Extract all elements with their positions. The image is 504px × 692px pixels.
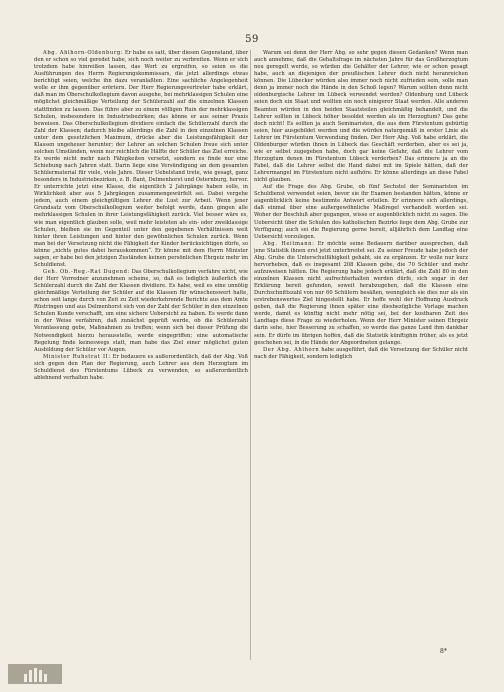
speaker-name: Minister Ruhstrat II:	[43, 353, 111, 360]
speaker-name: Geh. Ob.-Reg.-Rat Dugend:	[43, 268, 130, 275]
page-number: 59	[245, 34, 259, 45]
logo-bar	[24, 674, 27, 682]
logo-bar	[34, 668, 37, 682]
paragraph-text: Er habe es satt, über diesen Gegenstand, über den er schon so viel geredet habe, sich noch weiter zu verbreiten. Wenn er sich trotzdem habe hinreißen lassen, das Wort zu ergreifen, so seien es die Ausführungen des Herrn Regierungskommissars, die jetzt allerdings etwas berichtigt seien, welche ihn dazu veranlaßten. Eine sachliche Angelegenheit wolle er ihm gegenüber erörtern. Der Herr Regierungsvertreter habe erklärt, daß man im Oberschulkollegium davon ausgehe, bei mehrklassigen Schulen eine möglichst gleichmäßige Verteilung der Schülerzahl auf die einzelnen Klassen stattfinden zu lassen. Das führe aber zu einem völligen Ruin der mehrklassigen Schulen, insbesondere in Industriebezirken; das könne er aus seiner Praxis beweisen. Das Oberschulkollegium dividiere einfach die Schülerzahl durch die Zahl der Klassen; dadurch bleibe allerdings die Zahl in den einzelnen Klassen unter dem gesetzlichen Maximum, drücke aber die Leistungsfähigkeit der Klassen ungeheuer herunter; der Lehrer an solchen Schulen freue sich unter solchen Umständen, wenn nur reichlich die Hälfte der Schüler das Ziel erreiche. Es werde nicht mehr nach Fähigkeiten versetzt, sondern es finde nur eine Schiebung nach Jahren statt. Darin liege eine Versündigung an dem gesamten Schülermaterial für viele, viele Jahre. Dieser Uebelstand trete, wie gesagt, ganz besonders in Industriebezirken, z. B. Bant, Delmenhorst und Osternburg, hervor. Er unterrichte jetzt eine Klasse, die eigentlich 2 Jahrgänge haben solle, in Wirklichkeit aber aus 5 Jahrgängen zusammengewürfelt sei. Dabei vergehe jedem, auch einem gleichgültigen Lehrer die Lust zur Arbeit. Wenn jener Grundsatz vom Oberschulkollegium weiter befolgt werde, dann gingen alle mehrklassigen Schulen in ihrer Leistungsfähigkeit zurück. Viel besser wäre es, wie man eigentlich glauben solle, weil mehr leisteten als ein- oder zweiklassige Schulen, bleiben sie im Gegenteil unter den gegebenen Verhältnissen weit hinter ihren Leistungen und hinter den gewöhnlichen Schulen zurück. Wenn man bei der Versetzung nicht die Fähigkeit der Kinder berücksichtigen dürfe, so könne „nichts gutes dabei herauskommen“. Er könne mit dem Herrn Minister sagen, er habe bei den jetzigen Zuständen keinen persönlichen Ehrgeiz mehr im Schuldienst.	[34, 50, 248, 268]
signature-mark: 8*	[440, 648, 447, 655]
paragraph-text: Warum sei denn der Herr Abg. so sehr gegen diesen Gedanken? Wenn man auch annehme, daß die Gehaltsfrage im nächsten Jahre für das Großherzogtum neu geregelt werde, so würden die Gehälter der Lehrer, wie er schon gesagt habe, auch an diejenigen der preußischen Lehrer doch nicht heranreichen können. Die Lübecker würden also immer noch nicht zufrieden sein, solle man denn ja immer noch die Hände in den Schoß legen? Warum sollten denn nicht oldenburgische Lehrer im Lübeck verwendet werden? Oldenburg und Lübeck seien doch ein Staat und wollten ein noch einigerer Staat werden. Alle anderen Beamten würden in den beiden Staatsteilen gleichmäßig behandelt, und die Lehrer sollten in Lübeck höher besoldet werden als im Herzogtum? Das gehe doch nicht! Es sollten ja auch Seminaristen, die aus dem Fürstentum gebürtig seien, hier ausgebildet werden und die würden naturgemäß in erster Linie als Lehrer im Fürstentum Verwendung finden. Der Herr Abg. Voß habe erklärt, die Oldenburger würden ihnen in Lübeck das Geschäft verderben, aber es sei ja, wie er selbst zugegeben habe, doch gar keine Gefahr, daß die Lehrer vom Herzogtum denen im Fürstentum Lübeck verderben? Das erinnere ja an die Fabel, daß die Lehrer selbst die Hand dabei mit im Spiele hätten, daß der Lehrermangel im Fürstentum nicht aufhöre. Er könne allerdings an diese Fabel nicht glauben.	[254, 50, 468, 184]
speaker-name: Abg. Heitmann:	[263, 240, 315, 247]
speaker-name: Abg. Ahlhorn-Oldenburg:	[43, 50, 124, 56]
paragraph	[34, 50, 248, 269]
paragraph-text: habe ausgeführt, daß die Versetzung der Schüler nicht nach der Fähigkeit, sondern lediglich	[254, 346, 468, 360]
left-column	[34, 50, 248, 658]
paragraph-text: Er bedauere es außerordentlich, daß der Abg. Voß sich gegen den Plan der Regierung, auch Lehrer aus dem Herzogtum im Schuldienst des Fürstentums Lübeck zu verwenden, so außerordentlich ablehnend verhalten habe.	[34, 353, 248, 381]
paragraph	[34, 354, 248, 382]
logo-bar	[39, 670, 42, 682]
paragraph-text: Er möchte seine Bedauern darüber aussprechen, daß jene Statistik ihnen erst jetzt unterbreitet sei. Zu seiner Freude habe jedoch der Abg. Grube die Unterschulfähigkeit gehabt, sie zu ergänzen. Er wolle nur kurz hervorheben, daß es insgesamt 208 Klassen gebe, die 70 Schüler und mehr aufzuweisen hätten. Die Regierung habe jedoch erklärt, daß die Zahl 80 in den einzelnen Klassen nicht aufrechterhalten werden dürfe, sich sogar in der Erklärung bereit gefunden, soweit herabzugehen, daß die Klassen eine Durchschnittszahl von nur 60 Schülern besäßen, wenngleich sie dies nur als ein erstrebenswertes Ziel hingestellt habe. Er hoffe wohl der Hoffnung Ausdruck geben, daß die Regierung ihnen später eine diesbezügliche Vorlage machen werde, damit es künftig nicht mehr nötig sei, bei der kostbaren Zeit des Landtags diese Frage zu wiederholen. Wenn der Herr Minister seinen Ehrgeiz darin sehe, hier Besserung zu schaffen, so werde das ganze Land ihm dankbar sein. Er dürfe im übrigen hoffen, daß die Statistik künftighin früher, als es jetzt geschehen sei, in die Hände der Abgeordneten gelange.	[254, 240, 468, 346]
paragraph	[254, 241, 468, 347]
logo-bar	[29, 670, 32, 682]
speaker-name: Der Abg. Ahlhorn	[263, 346, 320, 353]
paragraph-text: Auf die Frage des Abg. Grube, ob fünf Sechstel der Seminaristen im Schuldienst verwendet seien, bevor sie ihr Examen bestanden hätten, könne er augenblicklich keine bestimmte Antwort erteilen. Er erinnere sich allerdings, daß einmal über eine außergewöhnliche Maßregel verhandelt worden sei. Woher der Beschluß aber gegangen, wisse er augenblicklich nicht zu sagen. Die Uebersicht über die Schulen des katholischen Bezirks liege dem Abg. Grube zur Verfügung; auch sei die Regierung gerne bereit, alljährlich dem Landtag eine Uebersicht vorzulegen.	[254, 184, 468, 240]
right-column	[254, 50, 468, 658]
paragraph	[254, 347, 468, 361]
logo-bar	[44, 674, 47, 682]
paragraph	[34, 269, 248, 354]
column-divider	[250, 50, 251, 660]
paragraph-text: Das Oberschulkollegium verfahre nicht, wie der Herr Vorredner anzunehmen scheine, so, daß es lediglich äußerlich die Schülerzahl durch die Zahl der Klassen dividiere. Es habe, weil es eine unnötig gleichmäßige Verteilung der Schüler auf die Klassen für wünschenswert halte, schon seit lange durch von Zeit zu Zeit wiederkehrende Berichte aus dem Amte Rüstringen und aus Delmenhorst sich von der Zahl der Schüler in den einzelnen Schulen Kunde verschafft, um eine sichere Uebersicht zu haben. Es werde dann in der Weise verfahren, daß zunächst geprüft werde, ob die Schülerzahl Veranlassung gebe, Maßnahmen zu treffen; wenn sich bei dieser Prüfung die Notwendigkeit hierzu herausstelle, werde eingegriffen; eine automatische Regelung finde keineswegs statt, man habe das Ziel einer möglichst guten Ausbildung der Schüler vor Augen.	[34, 268, 248, 353]
library-logo-icon	[8, 664, 62, 684]
paragraph	[254, 50, 468, 184]
paragraph	[254, 184, 468, 241]
